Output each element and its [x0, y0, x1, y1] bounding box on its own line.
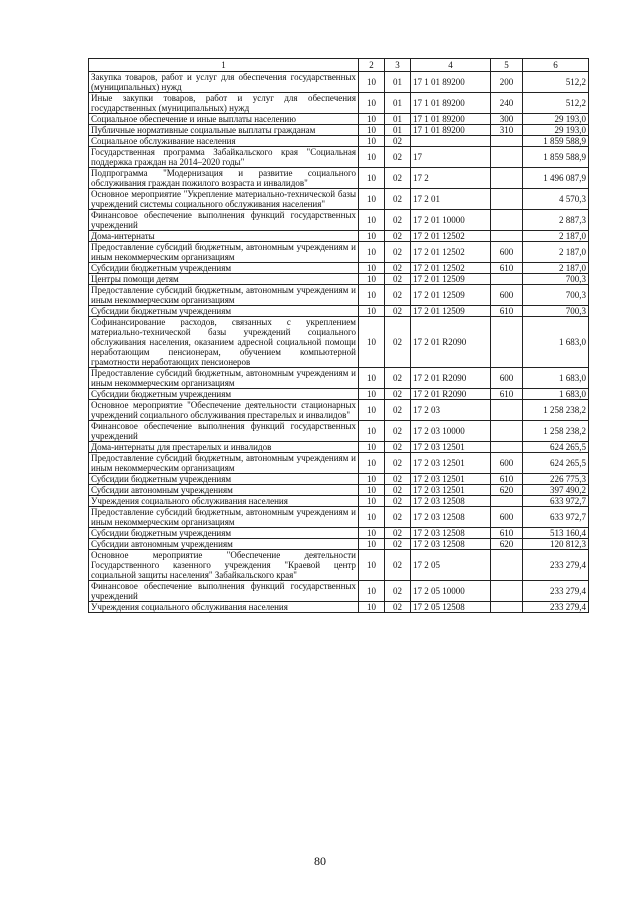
- cell-target-code: 17 2 01 12502: [411, 231, 491, 242]
- cell-target-code: 17 2 01 12509: [411, 285, 491, 306]
- cell-amount: 1 258 238,2: [523, 421, 589, 442]
- cell-subsection: 02: [385, 602, 411, 613]
- table-row: [89, 581, 589, 602]
- table-row: [89, 507, 589, 528]
- cell-name: Финансовое обеспечение выполнения функций государственных учреждений: [89, 421, 359, 442]
- cell-subsection: 02: [385, 474, 411, 485]
- cell-target-code: 17 2 01 R2090: [411, 368, 491, 389]
- cell-name: Закупка товаров, работ и услуг для обеспечения государственных (муниципальных) нужд: [89, 72, 359, 93]
- cell-target-code: 17 2 01 12509: [411, 274, 491, 285]
- cell-target-code: 17 2 03 12501: [411, 474, 491, 485]
- cell-section: 10: [359, 147, 385, 168]
- cell-amount: 120 812,3: [523, 539, 589, 550]
- cell-target-code: 17 2 03 12501: [411, 442, 491, 453]
- cell-subsection: 02: [385, 242, 411, 263]
- cell-section: 10: [359, 528, 385, 539]
- cell-subsection: 02: [385, 168, 411, 189]
- cell-subsection: 02: [385, 147, 411, 168]
- cell-amount: 1 859 588,9: [523, 136, 589, 147]
- cell-expense-type: [491, 231, 523, 242]
- cell-expense-type: 300: [491, 114, 523, 125]
- column-header-row: [89, 59, 589, 72]
- cell-section: 10: [359, 507, 385, 528]
- cell-section: 10: [359, 306, 385, 317]
- cell-section: 10: [359, 474, 385, 485]
- cell-expense-type: [491, 550, 523, 581]
- cell-target-code: 17 2 03: [411, 400, 491, 421]
- cell-amount: 4 570,3: [523, 189, 589, 210]
- cell-expense-type: [491, 421, 523, 442]
- cell-expense-type: 240: [491, 93, 523, 114]
- cell-amount: 2 187,0: [523, 242, 589, 263]
- cell-target-code: 17 2 01 12509: [411, 306, 491, 317]
- cell-amount: 1 258 238,2: [523, 400, 589, 421]
- cell-expense-type: [491, 400, 523, 421]
- cell-subsection: 02: [385, 136, 411, 147]
- cell-subsection: 02: [385, 528, 411, 539]
- cell-expense-type: 600: [491, 453, 523, 474]
- cell-subsection: 01: [385, 125, 411, 136]
- cell-section: 10: [359, 602, 385, 613]
- cell-amount: 29 193,0: [523, 125, 589, 136]
- cell-section: 10: [359, 285, 385, 306]
- cell-name: Субсидии автономным учреждениям: [89, 539, 359, 550]
- cell-expense-type: 600: [491, 507, 523, 528]
- cell-subsection: 02: [385, 507, 411, 528]
- cell-target-code: 17 2 03 12501: [411, 453, 491, 474]
- cell-target-code: 17: [411, 147, 491, 168]
- cell-amount: 624 265,5: [523, 442, 589, 453]
- table-row: [89, 421, 589, 442]
- cell-expense-type: 620: [491, 539, 523, 550]
- cell-section: 10: [359, 189, 385, 210]
- table-row: [89, 168, 589, 189]
- cell-name: Социальное обслуживание населения: [89, 136, 359, 147]
- cell-target-code: 17 2 01: [411, 189, 491, 210]
- cell-name: Софинансирование расходов, связанных с укреплением материально-технической базы учреждений социального обслуживания населения, оказанием адресной социальной помощи неработающим пенсионерам, обучением компьютерной грамотности неработающих пенсионеров: [89, 317, 359, 368]
- cell-amount: 1 683,0: [523, 368, 589, 389]
- cell-name: Субсидии бюджетным учреждениям: [89, 389, 359, 400]
- budget-table-body: [89, 59, 589, 613]
- cell-name: Предоставление субсидий бюджетным, автономным учреждениям и иным некоммерческим организациям: [89, 507, 359, 528]
- cell-name: Дома-интернаты для престарелых и инвалидов: [89, 442, 359, 453]
- cell-expense-type: [491, 442, 523, 453]
- cell-expense-type: 600: [491, 285, 523, 306]
- budget-table: [88, 58, 589, 613]
- cell-section: 10: [359, 136, 385, 147]
- cell-subsection: 01: [385, 72, 411, 93]
- table-row: [89, 389, 589, 400]
- table-row: [89, 125, 589, 136]
- cell-section: 10: [359, 231, 385, 242]
- cell-expense-type: 620: [491, 485, 523, 496]
- cell-subsection: 02: [385, 210, 411, 231]
- cell-section: 10: [359, 93, 385, 114]
- table-row: [89, 550, 589, 581]
- table-row: [89, 474, 589, 485]
- cell-section: 10: [359, 485, 385, 496]
- cell-name: Предоставление субсидий бюджетным, автономным учреждениям и иным некоммерческим организациям: [89, 368, 359, 389]
- cell-amount: 1 683,0: [523, 389, 589, 400]
- cell-section: 10: [359, 550, 385, 581]
- table-row: [89, 528, 589, 539]
- cell-expense-type: [491, 168, 523, 189]
- cell-section: 10: [359, 125, 385, 136]
- table-row: [89, 539, 589, 550]
- cell-subsection: 01: [385, 114, 411, 125]
- cell-expense-type: [491, 136, 523, 147]
- cell-name: Основное мероприятие "Укрепление материально-технической базы учреждений системы социального обслуживания населения": [89, 189, 359, 210]
- table-row: [89, 189, 589, 210]
- cell-target-code: 17 1 01 89200: [411, 125, 491, 136]
- cell-section: 10: [359, 263, 385, 274]
- cell-subsection: 02: [385, 285, 411, 306]
- cell-section: 10: [359, 453, 385, 474]
- cell-target-code: 17 2 01 R2090: [411, 389, 491, 400]
- cell-amount: 1 859 588,9: [523, 147, 589, 168]
- cell-expense-type: 610: [491, 474, 523, 485]
- cell-expense-type: [491, 210, 523, 231]
- cell-section: 10: [359, 168, 385, 189]
- table-row: [89, 306, 589, 317]
- table-row: [89, 231, 589, 242]
- cell-subsection: 02: [385, 400, 411, 421]
- cell-subsection: 02: [385, 306, 411, 317]
- cell-target-code: 17 2 03 12508: [411, 528, 491, 539]
- cell-subsection: 02: [385, 581, 411, 602]
- cell-section: 10: [359, 368, 385, 389]
- cell-name: Иные закупки товаров, работ и услуг для обеспечения государственных (муниципальных) нужд: [89, 93, 359, 114]
- table-row: [89, 136, 589, 147]
- cell-amount: 512,2: [523, 93, 589, 114]
- cell-amount: 1 683,0: [523, 317, 589, 368]
- cell-subsection: 02: [385, 389, 411, 400]
- table-row: [89, 496, 589, 507]
- cell-amount: 226 775,3: [523, 474, 589, 485]
- cell-target-code: 17 1 01 89200: [411, 93, 491, 114]
- table-row: [89, 210, 589, 231]
- table-row: [89, 285, 589, 306]
- cell-subsection: 02: [385, 442, 411, 453]
- cell-amount: 512,2: [523, 72, 589, 93]
- cell-target-code: 17 2 01 10000: [411, 210, 491, 231]
- cell-subsection: 02: [385, 274, 411, 285]
- cell-target-code: 17 2: [411, 168, 491, 189]
- cell-expense-type: 610: [491, 528, 523, 539]
- cell-section: 10: [359, 389, 385, 400]
- cell-section: 10: [359, 421, 385, 442]
- cell-section: 10: [359, 114, 385, 125]
- cell-expense-type: [491, 317, 523, 368]
- cell-target-code: 17 2 05 10000: [411, 581, 491, 602]
- cell-name: Субсидии автономным учреждениям: [89, 485, 359, 496]
- column-header-2: 2: [359, 59, 385, 72]
- cell-name: Социальное обеспечение и иные выплаты населению: [89, 114, 359, 125]
- cell-expense-type: [491, 189, 523, 210]
- table-row: [89, 453, 589, 474]
- cell-target-code: 17 2 05: [411, 550, 491, 581]
- cell-name: Субсидии бюджетным учреждениям: [89, 528, 359, 539]
- cell-subsection: 02: [385, 368, 411, 389]
- column-header-6: 6: [523, 59, 589, 72]
- cell-amount: 624 265,5: [523, 453, 589, 474]
- cell-amount: 29 193,0: [523, 114, 589, 125]
- cell-expense-type: 200: [491, 72, 523, 93]
- table-row: [89, 242, 589, 263]
- cell-amount: 633 972,7: [523, 507, 589, 528]
- table-row: [89, 114, 589, 125]
- cell-amount: 700,3: [523, 306, 589, 317]
- cell-expense-type: [491, 581, 523, 602]
- cell-section: 10: [359, 442, 385, 453]
- cell-target-code: 17 2 03 12501: [411, 485, 491, 496]
- cell-amount: 700,3: [523, 285, 589, 306]
- cell-name: Финансовое обеспечение выполнения функций государственных учреждений: [89, 210, 359, 231]
- cell-subsection: 02: [385, 453, 411, 474]
- cell-name: Субсидии бюджетным учреждениям: [89, 474, 359, 485]
- cell-amount: 2 187,0: [523, 263, 589, 274]
- table-row: [89, 368, 589, 389]
- cell-section: 10: [359, 242, 385, 263]
- table-row: [89, 400, 589, 421]
- cell-expense-type: 610: [491, 389, 523, 400]
- cell-subsection: 02: [385, 550, 411, 581]
- cell-amount: 513 160,4: [523, 528, 589, 539]
- cell-expense-type: 610: [491, 306, 523, 317]
- cell-name: Предоставление субсидий бюджетным, автономным учреждениям и иным некоммерческим организациям: [89, 453, 359, 474]
- cell-name: Предоставление субсидий бюджетным, автономным учреждениям и иным некоммерческим организациям: [89, 285, 359, 306]
- cell-section: 10: [359, 400, 385, 421]
- table-row: [89, 93, 589, 114]
- cell-expense-type: 610: [491, 263, 523, 274]
- cell-subsection: 02: [385, 317, 411, 368]
- column-header-4: 4: [411, 59, 491, 72]
- cell-target-code: 17 2 03 12508: [411, 507, 491, 528]
- cell-name: Центры помощи детям: [89, 274, 359, 285]
- cell-target-code: 17 2 03 12508: [411, 496, 491, 507]
- cell-amount: 700,3: [523, 274, 589, 285]
- cell-expense-type: [491, 274, 523, 285]
- cell-expense-type: 600: [491, 368, 523, 389]
- cell-expense-type: 600: [491, 242, 523, 263]
- cell-name: Предоставление субсидий бюджетным, автономным учреждениям и иным некоммерческим организациям: [89, 242, 359, 263]
- cell-name: Государственная программа Забайкальского края "Социальная поддержка граждан на 2014–2020 годы": [89, 147, 359, 168]
- cell-section: 10: [359, 539, 385, 550]
- table-row: [89, 274, 589, 285]
- cell-name: Субсидии бюджетным учреждениям: [89, 263, 359, 274]
- cell-name: Субсидии бюджетным учреждениям: [89, 306, 359, 317]
- table-row: [89, 485, 589, 496]
- cell-amount: 2 887,3: [523, 210, 589, 231]
- cell-expense-type: [491, 602, 523, 613]
- cell-subsection: 02: [385, 539, 411, 550]
- cell-subsection: 02: [385, 263, 411, 274]
- cell-target-code: [411, 136, 491, 147]
- table-row: [89, 263, 589, 274]
- cell-name: Учреждения социального обслуживания населения: [89, 496, 359, 507]
- cell-section: 10: [359, 210, 385, 231]
- cell-expense-type: [491, 496, 523, 507]
- cell-subsection: 02: [385, 189, 411, 210]
- table-row: [89, 442, 589, 453]
- cell-target-code: 17 1 01 89200: [411, 114, 491, 125]
- column-header-1: 1: [89, 59, 359, 72]
- column-header-5: 5: [491, 59, 523, 72]
- cell-target-code: 17 2 01 R2090: [411, 317, 491, 368]
- cell-name: Учреждения социального обслуживания населения: [89, 602, 359, 613]
- page-number: 80: [314, 854, 326, 868]
- cell-target-code: 17 2 03 10000: [411, 421, 491, 442]
- cell-section: 10: [359, 274, 385, 285]
- cell-amount: 1 496 087,9: [523, 168, 589, 189]
- table-row: [89, 147, 589, 168]
- cell-name: Финансовое обеспечение выполнения функций государственных учреждений: [89, 581, 359, 602]
- cell-subsection: 02: [385, 485, 411, 496]
- cell-subsection: 02: [385, 496, 411, 507]
- cell-amount: 397 490,2: [523, 485, 589, 496]
- cell-subsection: 02: [385, 421, 411, 442]
- cell-expense-type: [491, 147, 523, 168]
- cell-section: 10: [359, 317, 385, 368]
- table-row: [89, 602, 589, 613]
- cell-amount: 2 187,0: [523, 231, 589, 242]
- cell-name: Основное мероприятие "Обеспечение деятельности Государственного казенного учреждения "Краевой центр социальной защиты населения" Забайкальского края": [89, 550, 359, 581]
- cell-section: 10: [359, 496, 385, 507]
- cell-target-code: 17 2 03 12508: [411, 539, 491, 550]
- table-row: [89, 72, 589, 93]
- cell-subsection: 02: [385, 231, 411, 242]
- cell-expense-type: 310: [491, 125, 523, 136]
- cell-name: Подпрограмма "Модернизация и развитие социального обслуживания граждан пожилого возраста и инвалидов": [89, 168, 359, 189]
- cell-target-code: 17 1 01 89200: [411, 72, 491, 93]
- cell-name: Дома-интернаты: [89, 231, 359, 242]
- cell-target-code: 17 2 05 12508: [411, 602, 491, 613]
- cell-subsection: 01: [385, 93, 411, 114]
- cell-target-code: 17 2 01 12502: [411, 242, 491, 263]
- column-header-3: 3: [385, 59, 411, 72]
- cell-amount: 633 972,7: [523, 496, 589, 507]
- cell-name: Публичные нормативные социальные выплаты гражданам: [89, 125, 359, 136]
- cell-target-code: 17 2 01 12502: [411, 263, 491, 274]
- cell-amount: 233 279,4: [523, 602, 589, 613]
- cell-section: 10: [359, 72, 385, 93]
- cell-amount: 233 279,4: [523, 550, 589, 581]
- cell-name: Основное мероприятие "Обеспечение деятельности стационарных учреждений социального обслуживания престарелых и инвалидов": [89, 400, 359, 421]
- cell-amount: 233 279,4: [523, 581, 589, 602]
- cell-section: 10: [359, 581, 385, 602]
- table-row: [89, 317, 589, 368]
